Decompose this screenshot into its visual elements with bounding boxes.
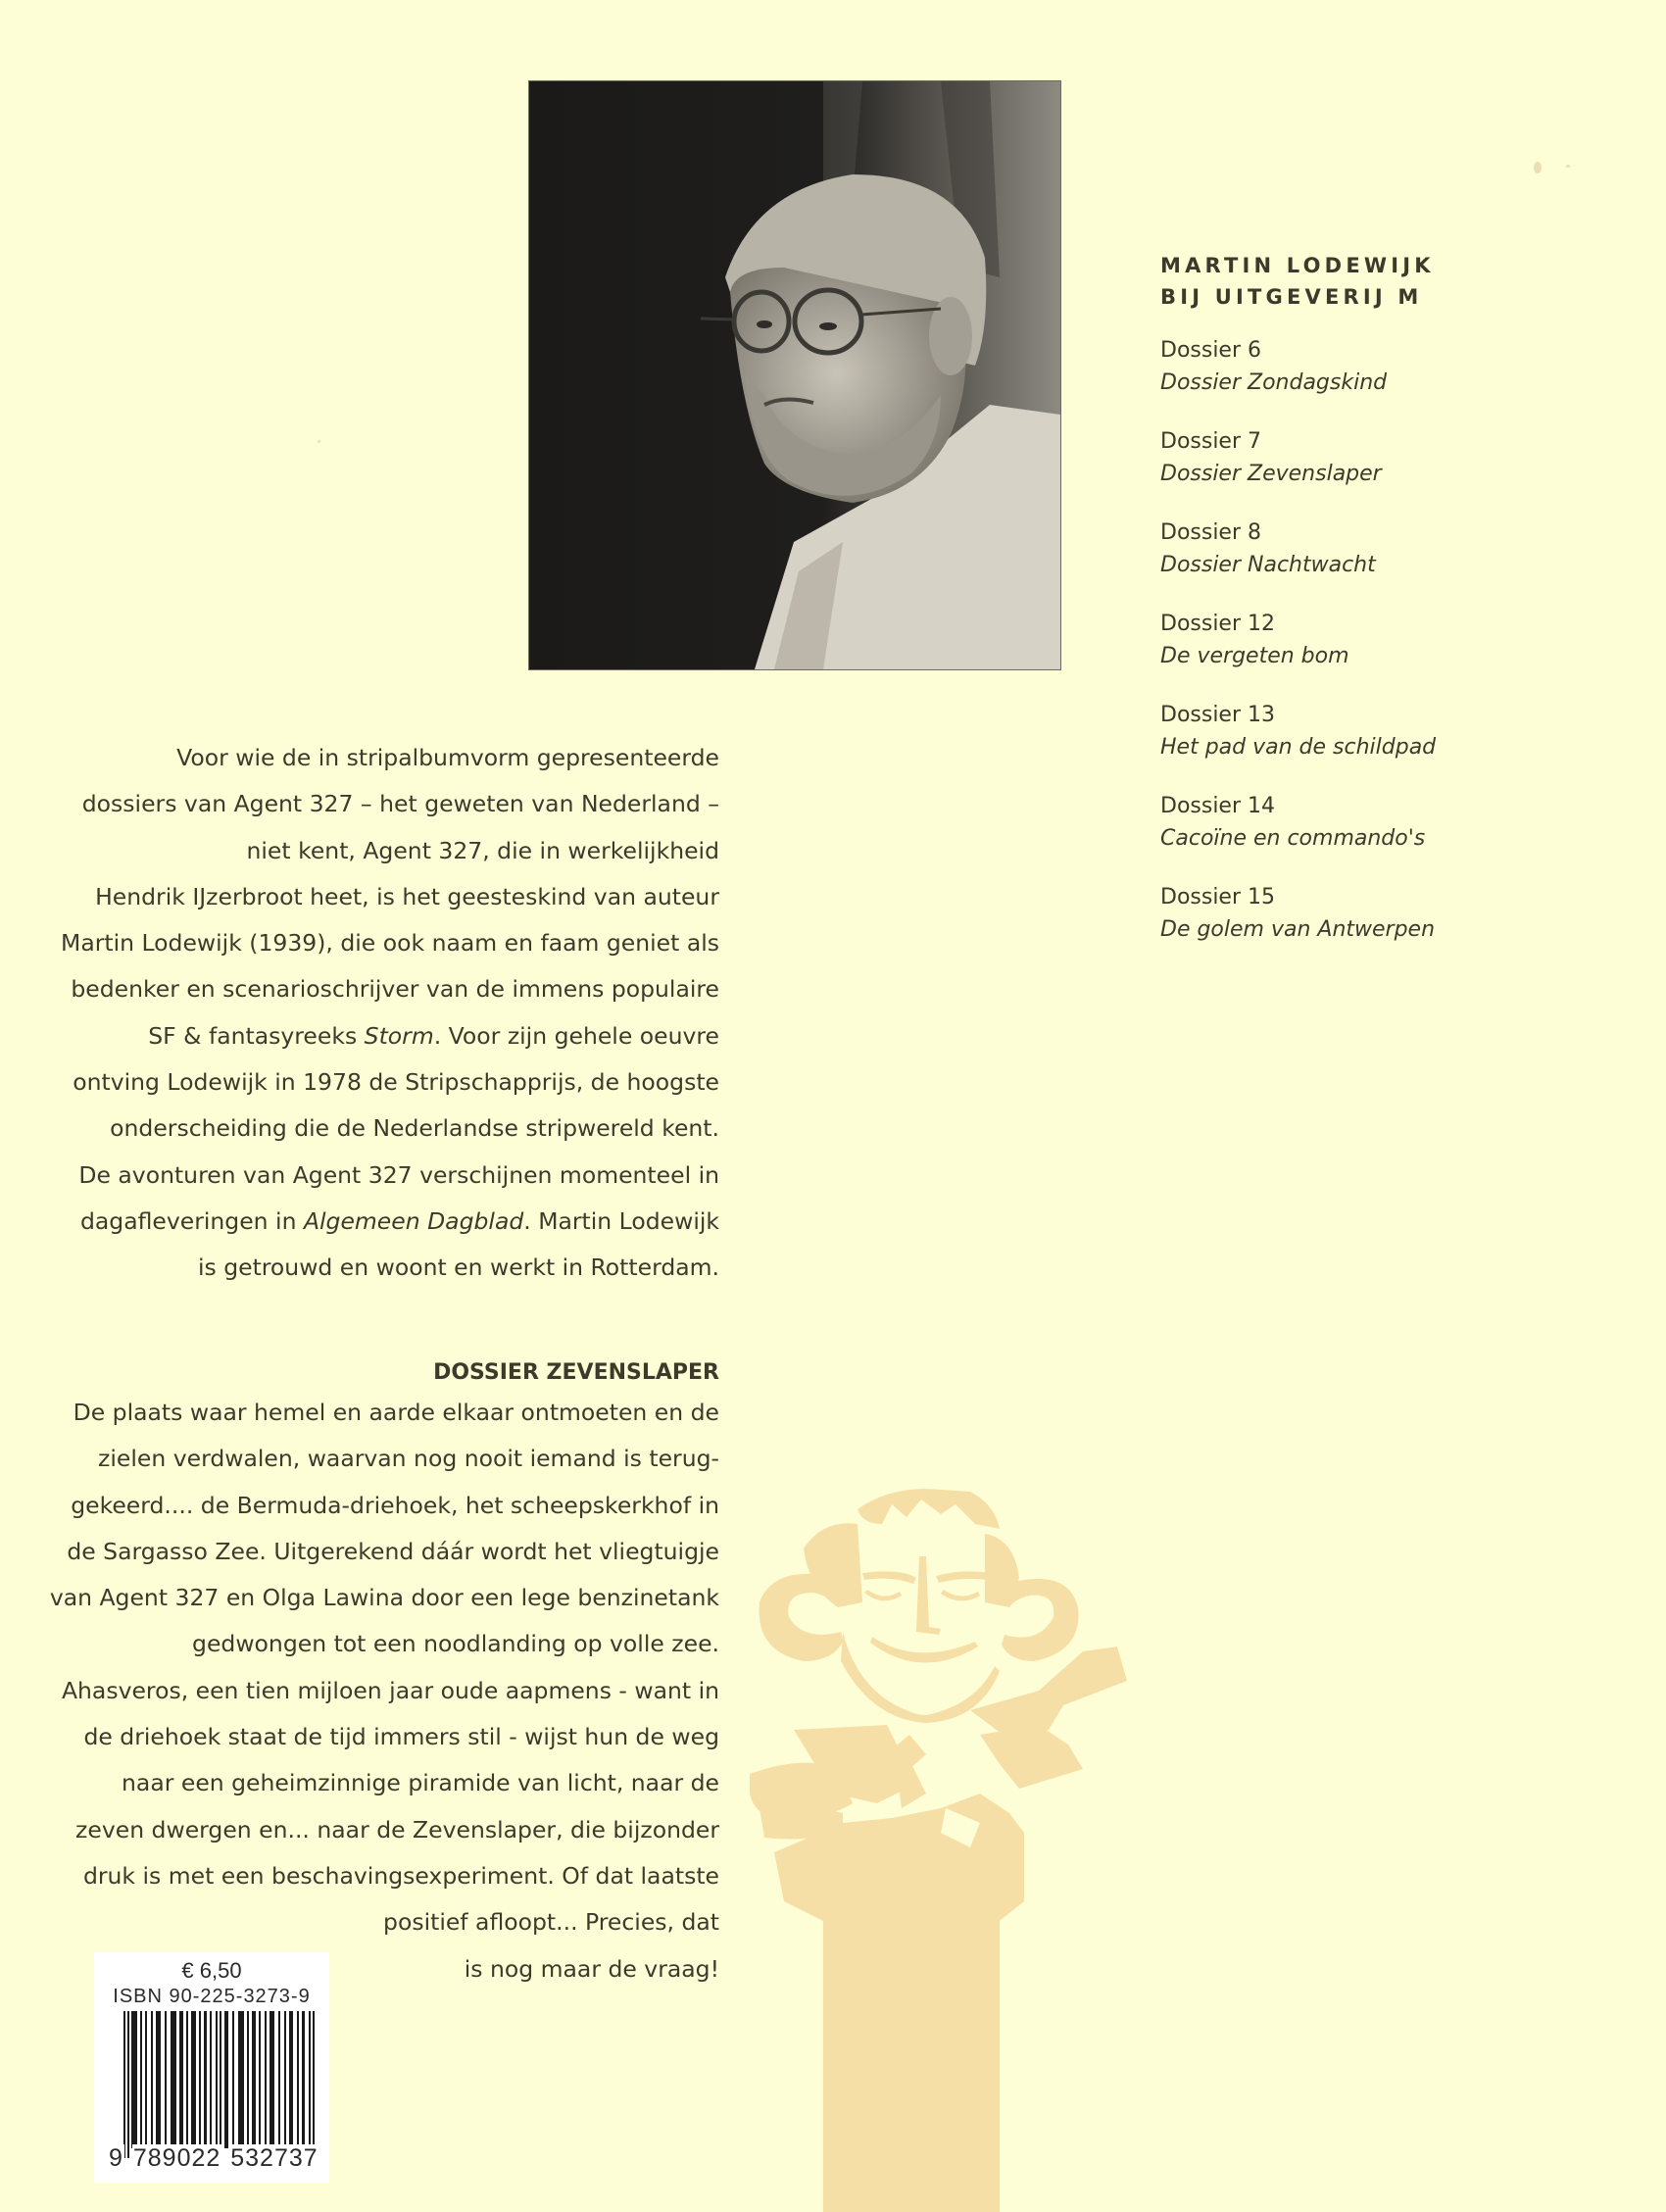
barcode-label <box>94 1952 329 2183</box>
dossier-number: Dossier 7 <box>1160 429 1262 454</box>
bibliography-entry <box>1160 334 1572 399</box>
author-photo <box>529 81 1060 669</box>
bibliography-entry <box>1160 881 1572 946</box>
price: € 6,50 <box>181 1958 242 1983</box>
dossier-number: Dossier 12 <box>1160 612 1276 636</box>
synopsis-text: De plaats waar hemel en aarde elkaar ontmoeten en de zielen verdwalen, waarvan nog nooit iemand is terug- gekeerd.... de Bermuda-driehoek, het scheepskerkhof in de Sargasso Zee. Uitgerekend dáár wordt het vliegtuigje van Agent 327 en Olga Lawina door een lege benzinetank gedwongen tot een noodlanding op volle zee. Ahasveros, een tien mijloen jaar oude aapmens - want in de driehoek staat de tijd immers stil - wijst hun de weg naar een geheimzinnige piramide van licht, naar de zeven dwergen en... naar de Zevenslaper, die bijzonder druk is met een beschavingsexperiment. Of dat laatste positief afloopt... Precies, dat is nog maar de vraag! <box>49 1399 719 1983</box>
bibliography-entry <box>1160 516 1572 581</box>
bibliography-heading: MARTIN LODEWIJK BIJ UITGEVERIJ M <box>1160 254 1435 309</box>
dossier-title: Dossier Zevenslaper <box>1160 462 1382 486</box>
synopsis-heading: DOSSIER ZEVENSLAPER <box>433 1360 719 1385</box>
paper-speck <box>1566 165 1570 168</box>
dossier-number: Dossier 13 <box>1160 703 1276 727</box>
dossier-title: Het pad van de schildpad <box>1160 735 1437 760</box>
paper-speck <box>1534 162 1542 173</box>
dossier-title: Dossier Zondagskind <box>1160 370 1388 395</box>
dossier-title: Cacoïne en commando's <box>1160 826 1426 851</box>
paper-speck <box>318 440 320 443</box>
author-portrait-illustration <box>529 81 1060 669</box>
dossier-title: De vergeten bom <box>1160 644 1349 668</box>
dossier-number: Dossier 6 <box>1160 338 1262 363</box>
bibliography-entry <box>1160 608 1572 672</box>
biography-line: dagafleveringen in Algemeen Dagblad. Martin Lodewijk <box>79 1206 719 1235</box>
dossier-number: Dossier 14 <box>1160 794 1276 818</box>
biography-line: SF & fantasyreeks Storm. Voor zijn gehele oeuvre <box>148 1021 719 1050</box>
dossier-title: Dossier Nachtwacht <box>1160 553 1376 577</box>
dossier-number: Dossier 15 <box>1160 885 1276 909</box>
dossier-number: Dossier 8 <box>1160 520 1262 545</box>
dossier-title: De golem van Antwerpen <box>1160 917 1436 942</box>
bibliography-list <box>1160 250 1572 972</box>
author-biography: Voor wie de in stripalbumvorm gepresenteerde dossiers van Agent 327 – het geweten van Nederland – niet kent, Agent 327, die in werkelijkheid Hendrik IJzerbroot heet, is het geesteskind van auteur Martin Lodewijk (1939), die ook naam en faam geniet als bedenker en scenarioschrijver van de immens populaire SF & fantasyreeks Storm. Voor zijn gehele oeuvre ontving Lodewijk in 1978 de Stripschapprijs, de hoogste onderscheiding die de Nederlandse stripwereld kent. De avonturen van Agent 327 verschijnen momenteel in dagafleveringen in Algemeen Dagblad. Martin Lodewijk is getrouwd en woont en werkt in Rotterdam. <box>33 735 719 1292</box>
ean-number: 9 789022 532737 <box>109 2144 318 2172</box>
bibliography-entry <box>1160 790 1572 855</box>
series-title-storm: Storm <box>364 1021 434 1050</box>
agent-327-cartoon-icon <box>745 1470 1215 2212</box>
bibliography-entry <box>1160 699 1572 763</box>
isbn: ISBN 90-225-3273-9 <box>113 1986 311 2007</box>
barcode-icon <box>122 2011 318 2158</box>
bibliography-entry <box>1160 425 1572 490</box>
newspaper-title: Algemeen Dagblad <box>303 1206 524 1235</box>
